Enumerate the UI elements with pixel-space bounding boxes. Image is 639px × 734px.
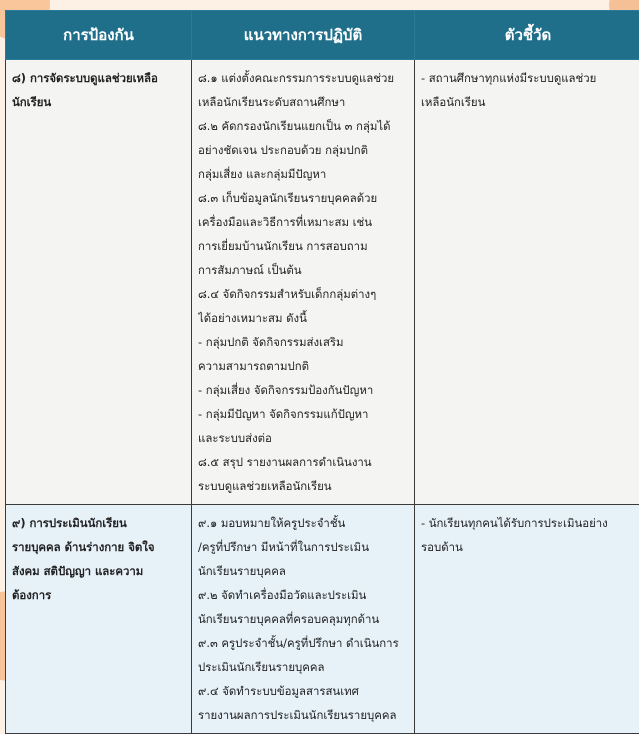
practice-line: การเยี่ยมบ้านนักเรียน การสอบถาม [198,234,408,258]
practice-line: และระบบส่งต่อ [198,426,408,450]
indicator-cell [415,60,639,505]
prevention-cell [6,60,192,505]
practice-line: - กลุ่มมีปัญหา จัดกิจกรรมแก้ปัญหา [198,402,408,426]
practice-line: ระบบดูแลช่วยเหลือนักเรียน [198,474,408,498]
practice-line: กลุ่มเสี่ยง และกลุ่มมีปัญหา [198,162,408,186]
indicator-line: เหลือนักเรียน [421,90,635,114]
indicator-line: - สถานศึกษาทุกแห่งมีระบบดูแลช่วย [421,66,635,90]
practice-cell [192,60,415,505]
document-page [5,10,634,711]
indicator-cell [415,505,639,734]
topic-line: รายบุคคล ด้านร่างกาย จิตใจ [12,535,185,559]
practice-line: นักเรียนรายบุคคล [198,559,408,583]
practice-line: - กลุ่มปกติ จัดกิจกรรมส่งเสริม [198,330,408,354]
practice-line: ความสามารถตามปกติ [198,354,408,378]
practice-line: ๘.๒ คัดกรองนักเรียนแยกเป็น ๓ กลุ่มได้ [198,114,408,138]
header-practice: แนวทางการปฏิบัติ [192,11,415,60]
practice-line: ๙.๒ จัดทำเครื่องมือวัดและประเมิน [198,583,408,607]
practice-line: ประเมินนักเรียนรายบุคคล [198,655,408,679]
topic-line: นักเรียน [12,90,185,114]
table-header-row [6,11,639,60]
header-prevention: การป้องกัน [6,11,192,60]
practice-line: ๘.๑ แต่งตั้งคณะกรรมการระบบดูแลช่วย [198,66,408,90]
practice-line: ๘.๓ เก็บข้อมูลนักเรียนรายบุคคลด้วย [198,186,408,210]
practice-line: ๘.๔ จัดกิจกรรมสำหรับเด็กกลุ่มต่างๆ [198,282,408,306]
practice-line: ๙.๓ ครูประจำชั้น/ครูที่ปรึกษา ดำเนินการ [198,631,408,655]
topic-line: ๘) การจัดระบบดูแลช่วยเหลือ [12,66,185,90]
topic-line: ๙) การประเมินนักเรียน [12,511,185,535]
practice-line: อย่างชัดเจน ประกอบด้วย กลุ่มปกติ [198,138,408,162]
practice-line: การสัมภาษณ์ เป็นต้น [198,258,408,282]
practice-line: - กลุ่มเสี่ยง จัดกิจกรรมป้องกันปัญหา [198,378,408,402]
practice-line: ๙.๔ จัดทำระบบข้อมูลสารสนเทศ [198,679,408,703]
practice-line: ๙.๑ มอบหมายให้ครูประจำชั้น [198,511,408,535]
topic-line: ต้องการ [12,583,185,607]
practice-line: ๘.๕ สรุป รายงานผลการดำเนินงาน [198,450,408,474]
topic-line: สังคม สติปัญญา และความ [12,559,185,583]
practice-line: เครื่องมือและวิธีการที่เหมาะสม เช่น [198,210,408,234]
practice-cell [192,505,415,734]
indicator-line: - นักเรียนทุกคนได้รับการประเมินอย่าง [421,511,635,535]
practice-line: ได้อย่างเหมาะสม ดังนี้ [198,306,408,330]
header-indicator: ตัวชี้วัด [415,11,639,60]
table-row [6,505,639,734]
practice-line: เหลือนักเรียนระดับสถานศึกษา [198,90,408,114]
indicator-line: รอบด้าน [421,535,635,559]
practice-table [5,10,639,734]
prevention-cell [6,505,192,734]
table-row [6,60,639,505]
practice-line: /ครูที่ปรึกษา มีหน้าที่ในการประเมิน [198,535,408,559]
practice-line: รายงานผลการประเมินนักเรียนรายบุคคล [198,703,408,727]
practice-line: นักเรียนรายบุคคลที่ครอบคลุมทุกด้าน [198,607,408,631]
